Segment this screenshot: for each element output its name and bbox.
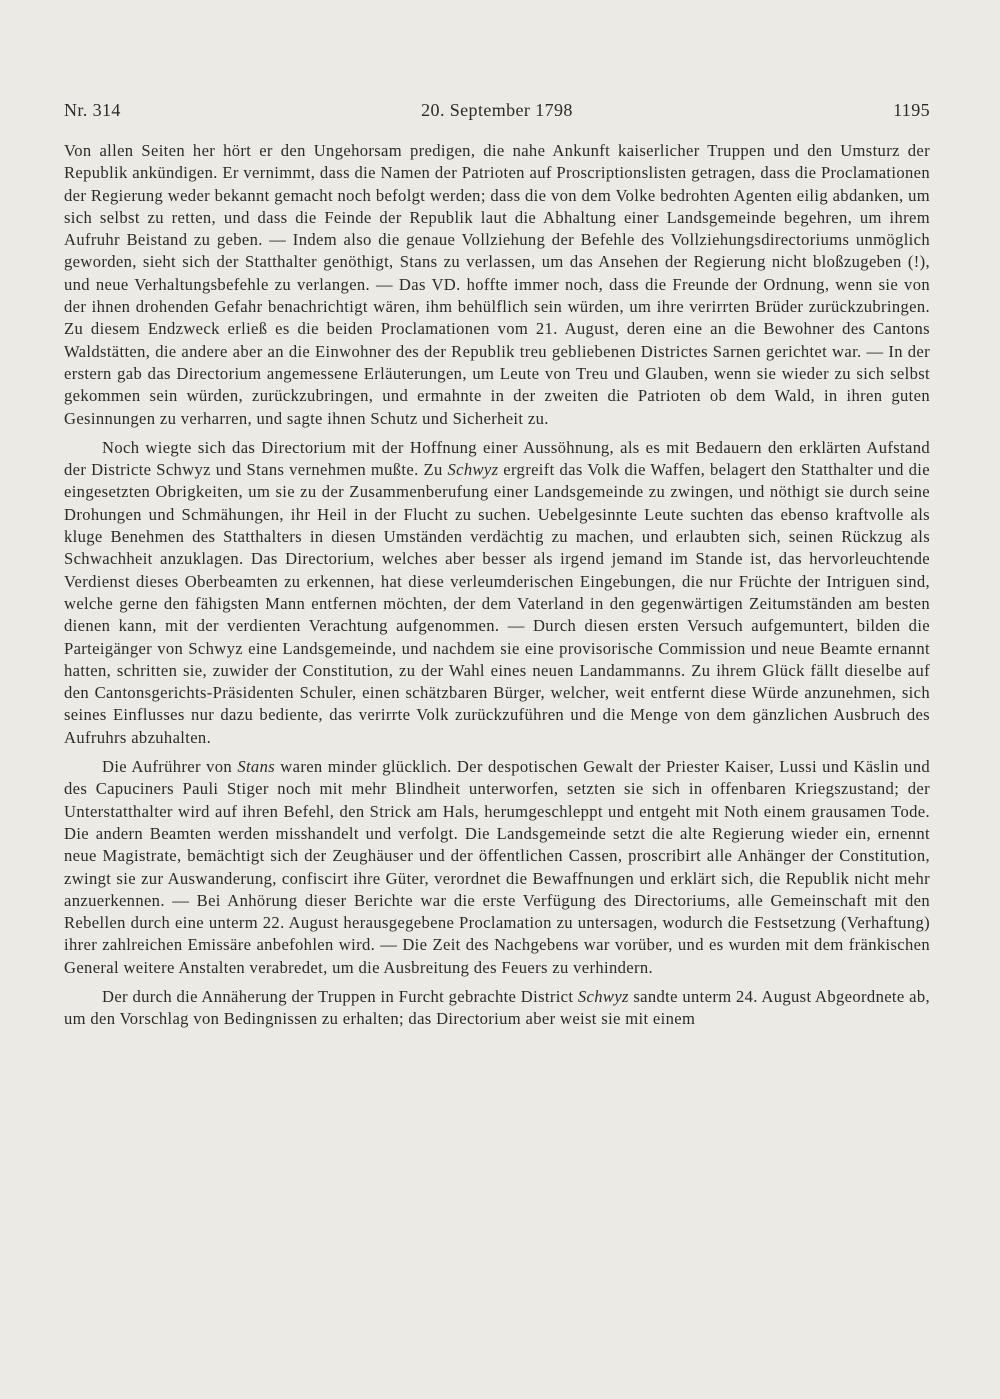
paragraph <box>64 437 930 749</box>
document-date: 20. September 1798 <box>421 100 573 120</box>
italic-text-segment: Schwyz <box>447 460 499 480</box>
page-number: 1195 <box>893 100 930 120</box>
paragraph <box>64 756 930 979</box>
paragraph <box>64 140 930 430</box>
text-segment: Von allen Seiten her hört er den Ungehorsam predigen, die nahe Ankunft kaiserlicher Truppen und den Umsturz der Republik ankündigen. Er vernimmt, dass die Namen der Patrioten auf Proscriptionslisten getragen, dass die Proclamationen der Regierung weder bekannt gemacht noch befolgt werden; dass die von dem Volke bedrohten Agenten eilig abdanken, um sich selbst zu retten, und dass die Feinde der Republik laut die Abhaltung einer Landsgemeinde begehren, um ihrem Aufruhr Beistand zu geben. — Indem also die genaue Vollziehung der Befehle des Vollziehungsdirectoriums unmöglich geworden, sieht sich der Statthalter genöthigt, Stans zu verlassen, um das Ansehen der Regierung nicht bloßzugeben (!), und neue Verhaltungsbefehle zu verlangen. — Das VD. hoffte immer noch, dass die Freunde der Ordnung, wenn sie von der ihnen drohenden Gefahr benachrichtigt wären, ihm behülflich sein würden, um ihre verirrten Brüder zurückzubringen. Zu diesem Endzweck erließ es die beiden Proclamationen vom 21. August, deren eine an die Bewohner des Cantons Waldstätten, die andere aber an die Einwohner des der Republik treu gebliebenen Districtes Sarnen gerichtet war. — In der erstern gab das Directorium angemessene Erläuterungen, um Leute von Treu und Glauben, wenn sie wieder zu sich selbst gekommen sein würden, zurückzubringen, und ermahnte in der zweiten die Patrioten ob dem Wald, in ihren guten Gesinnungen zu verharren, und sagte ihnen Schutz und Sicherheit zu. <box>64 141 930 428</box>
page-header <box>64 100 930 126</box>
text-segment: Die Aufrührer von <box>102 757 238 777</box>
document-number: Nr. 314 <box>64 100 121 120</box>
text-segment: Noch wiegte sich das Directorium mit der Hoffnung einer Aussöhnung, als es mit Bedauern den erklärten Aufstand der Districte Schwyz und Stans vernehmen mußte. Zu <box>64 437 930 480</box>
body-text <box>64 140 930 1031</box>
italic-text-segment: Stans <box>237 757 276 777</box>
text-segment: waren minder glücklich. Der despotischen Gewalt der Priester Kaiser, Lussi und Käslin und des Capuciners Pauli Stiger noch mit mehr Blindheit unterworfen, setzten sie sich in offenbaren Kriegszustand; der Unterstatthalter wird auf ihren Befehl, den Strick am Hals, herumgeschleppt und entgeht mit Noth einem grausamen Tode. Die andern Beamten werden misshandelt und verfolgt. Die Landsgemeinde setzt die alte Regierung wieder ein, ernennt neue Magistrate, bemächtigt sich der Zeughäuser und der öffentlichen Cassen, proscribirt alle Anhänger der Constitution, zwingt sie zur Auswanderung, confiscirt ihre Güter, verordnet die Bewaffnungen und erklärt sich, die Republik nicht mehr anzuerkennen. — Bei Anhörung dieser Berichte war die erste Verfügung des Directoriums, alle Gemeinschaft mit den Rebellen durch eine unterm 22. August herausgegebene Proclamation zu untersagen, wodurch die Festsetzung (Verhaftung) ihrer zahlreichen Emissäre anbefohlen wird. — Die Zeit des Nachgebens war vorüber, und es wurden mit dem fränkischen General weitere Anstalten verabredet, um die Ausbreitung des Feuers zu verhindern. <box>64 757 930 977</box>
text-segment: Der durch die Annäherung der Truppen in Furcht gebrachte District <box>102 986 578 1006</box>
italic-text-segment: Schwyz <box>577 986 629 1006</box>
text-segment: sandte unterm 24. August Abgeordnete ab, um den Vorschlag von Bedingnissen zu erhalten; das Directorium aber weist sie mit einem <box>64 986 930 1029</box>
text-segment: ergreift das Volk die Waffen, belagert den Statthalter und die eingesetzten Obrigkeiten, um sie zu der Zusammenberufung einer Landsgemeinde zu zwingen, und nöthigt sie durch seine Drohungen und Schmähungen, ihr Heil in der Flucht zu suchen. Uebelgesinnte Leute suchten das ebenso kraftvolle als kluge Benehmen des Statthalters in diesen Umständen verdächtig zu machen, und erlaubten sich, seinen Rückzug als Schwachheit anzuklagen. Das Directorium, welches aber besser als irgend jemand im Stande ist, das hervorleuchtende Verdienst dieses Oberbeamten zu erkennen, hat diese verleumderischen Eingebungen, die nur Früchte der Intriguen sind, welche gerne den fähigsten Mann entfernen möchten, der dem Vaterland in den gegenwärtigen Zeitumständen am besten dienen kann, mit der verdienten Verachtung aufgenommen. — Durch diesen ersten Versuch aufgemuntert, bilden die Parteigänger von Schwyz eine Landsgemeinde, und nachdem sie eine provisorische Commission und neue Beamte ernannt hatten, schritten sie, zuwider der Constitution, zu der Wahl eines neuen Landammanns. Zu ihrem Glück fällt dieselbe auf den Cantonsgerichts-Präsidenten Schuler, einen schätzbaren Bürger, welcher, weit entfernt diese Würde anzunehmen, sich seines Einflusses nur dazu bediente, das verirrte Volk zurückzuführen und die Menge von dem gänzlichen Ausbruch des Aufruhrs abzuhalten. <box>64 460 930 747</box>
paragraph <box>64 986 930 1031</box>
